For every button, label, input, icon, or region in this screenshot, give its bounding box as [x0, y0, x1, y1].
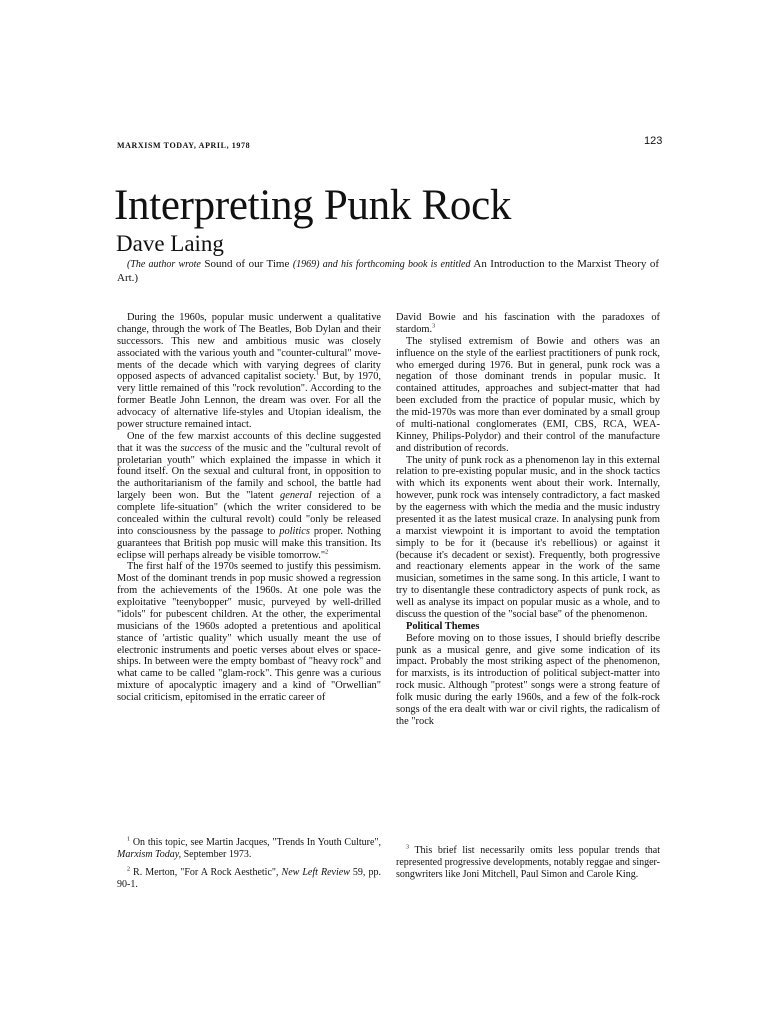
paragraph-text: rejection of a complete life-situation" (which the writer considered to be concealed within the cultural revolt) could "only be released into consciousness by the passage to: [117, 490, 381, 537]
footnotes-right: [396, 845, 660, 887]
right-column: [396, 312, 660, 728]
paragraph: Before moving on to those issues, I should briefly describe punk as a musical genre, and give some indication of its impact. Probably the most striking aspect of the phenomenon, for marxists, is its introduction of political subject-matter into rock music. Although "protest" songs were a strong feature of folk music during the early 1960s, and a few of the folk-rock songs of the era dealt with war or civil rights, the radicalism of the "rock: [396, 632, 660, 727]
footnote-text: 59, pp. 90-1.: [117, 867, 381, 890]
paragraph: The first half of the 1970s seemed to justify this pessimism. Most of the dominant trends in pop music showed a regression from the achievements of the 1960s. At one pole was the exploitative "teenybopper" music, purveyed by well-drilled "idols" for pubescent children. At the other, the experimental musicians of the 1960s adopted a pretentious and apolitical stance of 'artistic quality" which usually meant the use of electronic instruments and poetic verses about elves or spaceships. In between were the empty bombast of "heavy rock" and what came to be called "glam-rock". This genre was a curious mixture of apocalyptic imagery and a kind of "Orwellian" social criticism, epitomised in the erratic career of: [117, 561, 381, 703]
footnote-text: R. Merton, "For A Rock Aesthetic",: [130, 867, 282, 878]
running-head: MARXISM TODAY, APRIL, 1978: [117, 141, 251, 150]
note-book-title-1: Sound of our Time: [204, 258, 290, 270]
paragraph-text: David Bowie and his fascination with the paradoxes of stardom.: [396, 312, 660, 335]
footnote-ref: 2: [325, 549, 329, 556]
footnote: [117, 837, 381, 861]
emphasis: politics: [279, 525, 310, 537]
note-book-title-2: An Introduction to the Marxist Theory of Art.): [117, 258, 659, 284]
paragraph-text: of the music and the "cultural revolt of proletarian youth" which explained the impasse in which it found itself. On the sexual and cultural front, in opposition to the authoritarianism of the family and school, the battle had largely been won. But the "latent: [117, 442, 381, 502]
paragraph-text: But, by 1970, very little remained of this "rock revolution". According to the former Beatle John Lennon, the dream was over. For all the advocacy of alternative life-styles and Utopian idealism, the power structure remained intact.: [117, 371, 381, 430]
emphasis: general: [280, 490, 312, 502]
footnotes-left: [117, 837, 381, 897]
footnote-text: On this topic, see Martin Jacques, "Trends In Youth Culture",: [130, 837, 381, 848]
paragraph: The stylised extremism of Bowie and others was an influence on the style of the earliest practitioners of punk rock, who emerged during 1976. But in general, punk rock was a negation of those dominant trends in popular music. It contained attitudes, approaches and subject-matter that had been excluded from the practice of popular music, which by the mid-1970s was more than ever dominated by a small group of multi-national conglomerates (EMI, CBS, RCA, WEA-Kinney, Philips-Polydor) and their control of the manufacture and distribution of records.: [396, 335, 660, 454]
emphasis: Marxism Today,: [117, 849, 182, 860]
emphasis: success: [180, 442, 212, 454]
page-number: 123: [644, 135, 663, 147]
footnote-number: 3: [406, 844, 409, 851]
paragraph-text: One of the few marxist accounts of this decline suggested that it was the: [117, 430, 381, 454]
footnote-ref: 1: [316, 370, 320, 377]
left-column: [117, 312, 381, 704]
paragraph: The unity of punk rock as a phenomenon lay in this external relation to pre-existing popular music, and in the shock tactics with which its exponents went about their work. Internally, however, punk rock was intensely contradictory, a fact masked by the eagerness with which the media and the music industry presented it as the latest musical craze. In analysing punk from a marxist viewpoint it is important to avoid the temptation simply to be for it (because it's rebellious) or against it (because it's decadent or sexist). Frequently, both progressive and reactionary elements appear in the work of the same musician, sometimes in the same song. In this article, I want to try to disentangle these contradictory aspects of punk rock, as well as analyse its impact on popular music as a whole, and to discuss the question of the "social base" of the phenomenon.: [396, 454, 660, 620]
footnote-number: 2: [127, 866, 130, 873]
author-note: [117, 258, 659, 285]
article-title: Interpreting Punk Rock: [114, 182, 512, 229]
paragraph-text: During the 1960s, popular music underwent a qualitative change, through the work of The Beatles, Bob Dylan and their successors. This new and ambitious music was closely associated with the various youth and "counter-cultural" movements of the decade which with varying degrees of clarity opposed aspects of advanced capitalist society.: [117, 312, 381, 383]
paragraph-text: proper. Nothing guarantees that British pop music will make this transition. Its eclipse will perhaps already be visible tomorrow.": [117, 525, 381, 561]
footnote-text: September 1973.: [181, 849, 252, 860]
note-part-c: (1969) and his forthcoming book is entitled: [292, 259, 471, 270]
paragraph: [117, 431, 381, 562]
footnote-number: 1: [127, 836, 130, 843]
note-part-a: (The author wrote: [127, 259, 201, 270]
footnote-text: This brief list necessarily omits less popular trends that represented progressive developments, notably reggae and singer-songwriters like Joni Mitchell, Paul Simon and Carole King.: [396, 845, 660, 880]
paragraph: [396, 312, 660, 336]
footnote: [396, 845, 660, 881]
section-heading: Political Themes: [406, 620, 480, 632]
emphasis: New Left Review: [281, 867, 350, 878]
article-author: Dave Laing: [116, 231, 224, 256]
footnote-ref: 3: [432, 323, 436, 330]
paragraph: [117, 312, 381, 431]
footnote: [117, 867, 381, 891]
